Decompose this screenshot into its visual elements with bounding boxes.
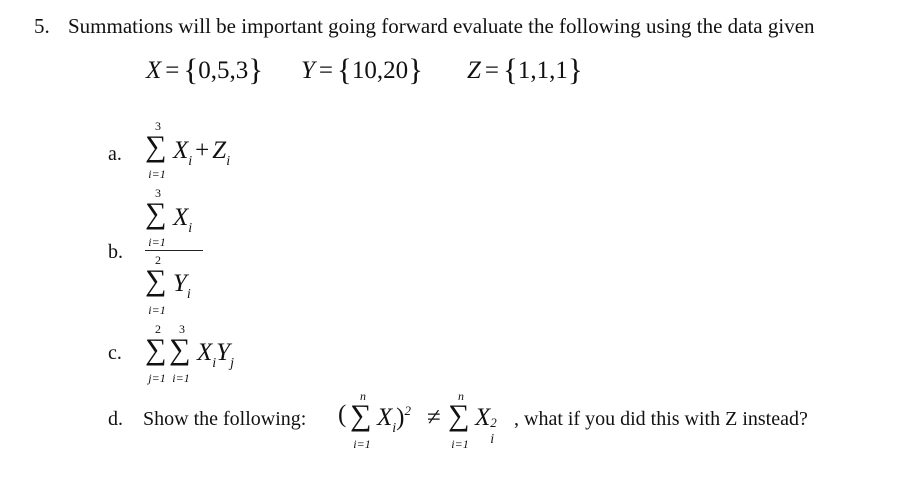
part-b-numerator xyxy=(173,204,193,236)
set-z: Z = {1,1,1} xyxy=(467,52,583,87)
part-d-left-power: 2 xyxy=(404,403,411,418)
part-b-label: b. xyxy=(108,241,123,263)
part-c-label: c. xyxy=(108,342,122,364)
part-b-den-upper: 2 xyxy=(155,253,161,267)
part-b-den-lower: i=1 xyxy=(148,303,166,317)
part-a-lower-limit: i=1 xyxy=(148,167,166,181)
part-b-num-term: X xyxy=(173,204,189,231)
set-x-var: X xyxy=(146,57,162,84)
part-d-left-lower: i=1 xyxy=(353,437,371,451)
part-b-num-upper: 3 xyxy=(155,186,161,200)
part-c-term-x: X xyxy=(197,339,213,366)
problem-text: Summations will be important going forward evaluate the following using the data given xyxy=(68,14,815,38)
set-z-var: Z xyxy=(467,57,481,84)
set-x: X = {0,5,3} xyxy=(146,52,264,87)
problem-number: 5. xyxy=(34,14,50,38)
part-c-expression xyxy=(197,339,234,371)
part-c-term-y: Y xyxy=(216,339,231,366)
part-a-term1: X xyxy=(173,137,189,164)
part-d-right-sub: i xyxy=(490,432,495,447)
set-x-values: 0,5,3 xyxy=(198,57,249,84)
part-d-right-expression xyxy=(475,404,502,447)
part-b-den-sub: i xyxy=(186,287,191,302)
part-a-upper-limit: 3 xyxy=(155,119,161,133)
part-d-label: d. xyxy=(108,408,123,430)
set-y-var: Y xyxy=(301,57,315,84)
part-d-right-power: 2 xyxy=(490,415,497,430)
part-d-left-upper: n xyxy=(360,389,366,403)
part-c-outer-upper: 2 xyxy=(155,322,161,336)
part-a-term1-sub: i xyxy=(188,154,193,169)
part-c-inner-sigma-icon: ∑ xyxy=(169,333,191,366)
part-d-right-term: X xyxy=(475,404,491,431)
problem-statement xyxy=(34,14,815,39)
part-d-right-lower: i=1 xyxy=(451,437,469,451)
part-b-num-sub: i xyxy=(188,221,193,236)
part-d-left-term: X xyxy=(377,404,393,431)
part-c-outer-sigma-icon: ∑ xyxy=(145,333,167,366)
part-d-right-upper: n xyxy=(458,389,464,403)
part-b-fraction-bar xyxy=(145,250,203,251)
set-z-values: 1,1,1 xyxy=(517,57,568,84)
part-d-left-sigma-icon: ∑ xyxy=(350,399,372,432)
part-a-term2-sub: i xyxy=(226,154,231,169)
part-d-neq xyxy=(427,404,441,432)
part-d-left-expression: $X_i)^2$ xyxy=(377,403,411,436)
set-y-values: 10,20 xyxy=(351,57,409,84)
part-d-left-sub: i xyxy=(392,421,397,436)
part-a-plus: + xyxy=(195,137,210,164)
part-d-text: Show the following: xyxy=(143,408,307,430)
part-d-left-open-paren: ( xyxy=(338,401,347,428)
part-a-term2: Z xyxy=(212,137,227,164)
part-b-den-term: Y xyxy=(173,270,187,297)
part-c-x-sub: i xyxy=(212,356,217,371)
set-y: Y = {10,20} xyxy=(301,52,424,87)
part-b-den-sigma-icon: ∑ xyxy=(145,264,167,297)
part-d-right-sigma-icon: ∑ xyxy=(448,399,470,432)
part-a-expression xyxy=(173,137,231,169)
part-a-sigma-icon: ∑ xyxy=(145,130,167,163)
part-b-denominator xyxy=(173,270,191,302)
part-d-suffix: , what if you did this with Z instead? xyxy=(514,408,808,430)
part-c-inner-lower: i=1 xyxy=(172,371,190,385)
part-b-num-lower: i=1 xyxy=(148,235,166,249)
part-c-outer-lower: j=1 xyxy=(148,371,166,385)
part-c-inner-upper: 3 xyxy=(179,322,185,336)
part-b-num-sigma-icon: ∑ xyxy=(145,197,167,230)
part-c-y-sub: j xyxy=(230,356,234,371)
part-d-neq-symbol: ≠ xyxy=(427,404,441,431)
part-a-label: a. xyxy=(108,143,122,165)
